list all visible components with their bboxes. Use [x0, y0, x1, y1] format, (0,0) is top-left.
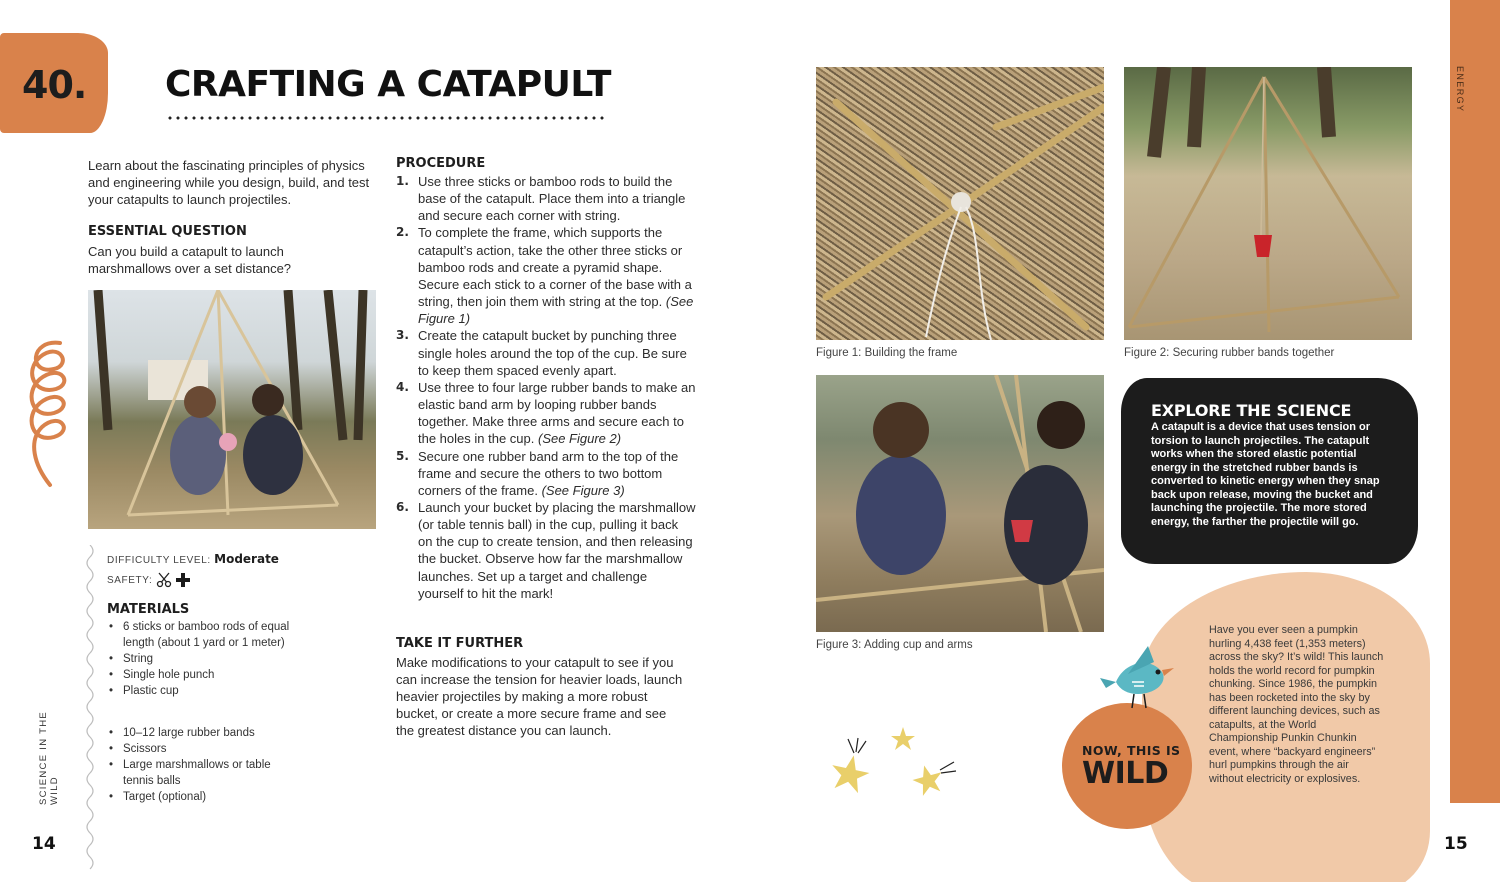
section-label-science-in-the-wild: SCIENCE IN THE WILD — [38, 710, 60, 805]
spiral-decoration-icon — [20, 335, 80, 490]
page-number-right: 15 — [1444, 834, 1468, 854]
figure-3-photo — [816, 375, 1104, 632]
intro-paragraph: Learn about the fascinating principles of physics and engineering while you design, build, and test your catapults to launch projectiles. — [88, 158, 370, 207]
wild-badge-big-text: WILD — [1082, 756, 1169, 791]
scissors-icon — [156, 572, 172, 588]
procedure-heading: PROCEDURE — [396, 156, 486, 171]
step-text: To complete the frame, which supports the catapult’s action, take the other three sticks or bamboo rods and create a pyramid shape. Secure each stick to a corner of the base with a string, then join them with string at the top. — [418, 225, 692, 310]
figure-2-photo — [1124, 67, 1412, 340]
figure-3-caption: Figure 3: Adding cup and arms — [816, 639, 973, 651]
procedure-step — [396, 499, 696, 602]
step-text: Secure one rubber band arm to the top of the frame and secure the others to two bottom corners of the frame. — [418, 448, 679, 498]
page-number-left: 14 — [32, 834, 56, 854]
step-number: 1. — [396, 174, 409, 188]
figure-reference: (See Figure 3) — [541, 482, 625, 498]
materials-list-1 — [107, 619, 292, 699]
procedure-step — [396, 448, 696, 499]
materials-list-2 — [107, 725, 292, 805]
list-item: • 6 sticks or bamboo rods of equal length (about 1 yard or 1 meter) — [107, 619, 292, 651]
take-it-further-heading: TAKE IT FURTHER — [396, 636, 524, 651]
essential-question-heading: ESSENTIAL QUESTION — [88, 224, 247, 239]
list-item: • Large marshmallows or table tennis balls — [107, 757, 292, 789]
page-title: CRAFTING A CATAPULT — [165, 64, 611, 105]
list-item: • Scissors — [107, 741, 292, 757]
list-item: • Target (optional) — [107, 789, 292, 805]
activity-number-badge — [0, 33, 108, 133]
figure-reference: (See Figure 2) — [537, 431, 622, 447]
step-number: 2. — [396, 225, 409, 240]
list-item: • 10–12 large rubber bands — [107, 725, 292, 741]
kids-with-catapult-photo — [88, 290, 376, 529]
procedure-step — [396, 327, 696, 378]
list-item: • Plastic cup — [107, 683, 292, 699]
wavy-divider-line — [82, 545, 98, 880]
essential-question-text: Can you build a catapult to launch marshmallows over a set distance? — [88, 244, 292, 276]
step-number: 3. — [396, 328, 409, 343]
step-text: Create the catapult bucket by punching three single holes around the top of the cup. Be sure to keep them spaced evenly apart. — [418, 328, 687, 378]
explore-text: A catapult is a device that uses tension or torsion to launch projectiles. The catapult works when the stored elastic potential energy in the stretched rubber bands is converted to kinetic energy when they snap back upon release, moving the bucket and launching the projectile. The more stored energy, the farther the projectile will go. — [1151, 421, 1380, 528]
figure-reference: (See Figure 1) — [418, 294, 694, 327]
safety-label: SAFETY: — [107, 574, 153, 586]
list-item: • Single hole punch — [107, 667, 292, 683]
step-text: Use three sticks or bamboo rods to build the base of the catapult. Place them into a triangle and secure each corner with string. — [418, 174, 686, 224]
materials-heading: MATERIALS — [107, 602, 190, 617]
section-side-tab — [1450, 0, 1500, 803]
safety-row — [107, 572, 190, 588]
title-dotted-underline — [166, 116, 606, 120]
procedure-step — [396, 379, 696, 448]
procedure-steps — [396, 173, 696, 602]
step-text: Use three to four large rubber bands to make an elastic band arm by looping rubber bands together. Make three arms and secure each to the holes in the cup. — [418, 379, 696, 447]
figure-1-photo — [816, 67, 1104, 340]
difficulty-value: Moderate — [214, 552, 279, 566]
procedure-step — [396, 224, 696, 327]
take-it-further-text: Make modifications to your catapult to see if you can increase the tension for heavier loads, launch heavier projectiles by making a more robust bucket, or create a more secure frame and see the greatest distance you can launch. — [396, 655, 683, 738]
difficulty-label: DIFFICULTY LEVEL: — [107, 555, 211, 566]
section-label-energy: ENERGY — [1455, 66, 1465, 113]
list-item: • String — [107, 651, 292, 667]
step-text: Launch your bucket by placing the marshmallow (or table tennis ball) in the cup, pulling it back on the cup to create tension, and then releasing the bucket. Observe how far the marshmallow launches. Set up a target and challenge yourself to hit the mark! — [418, 499, 696, 601]
activity-number: 40. — [22, 63, 87, 107]
first-aid-cross-icon — [176, 573, 190, 587]
step-number: 6. — [396, 499, 409, 514]
stars-decoration-icon — [828, 725, 968, 805]
wild-fact-text: Have you ever seen a pumpkin hurling 4,438 feet (1,353 meters) across the sky? It’s wild! This launch holds the world record for pumpkin chunking. Since 1986, the pumpkin has been rocketed into the sky by different launching devices, such as catapults, at the World Championship Punkin Chunkin event, where “backyard engineers” hurl pumpkins through the air without electricity or explosives. — [1209, 624, 1384, 785]
step-number: 4. — [396, 379, 409, 394]
difficulty-level — [107, 552, 279, 566]
figure-1-caption: Figure 1: Building the frame — [816, 347, 958, 359]
bird-icon — [1098, 640, 1178, 715]
explore-heading: EXPLORE THE SCIENCE — [1151, 401, 1352, 420]
procedure-step — [396, 173, 696, 224]
wild-badge-small-text: NOW, THIS IS — [1082, 743, 1181, 758]
figure-2-caption: Figure 2: Securing rubber bands together — [1124, 347, 1335, 359]
step-number: 5. — [396, 448, 409, 463]
